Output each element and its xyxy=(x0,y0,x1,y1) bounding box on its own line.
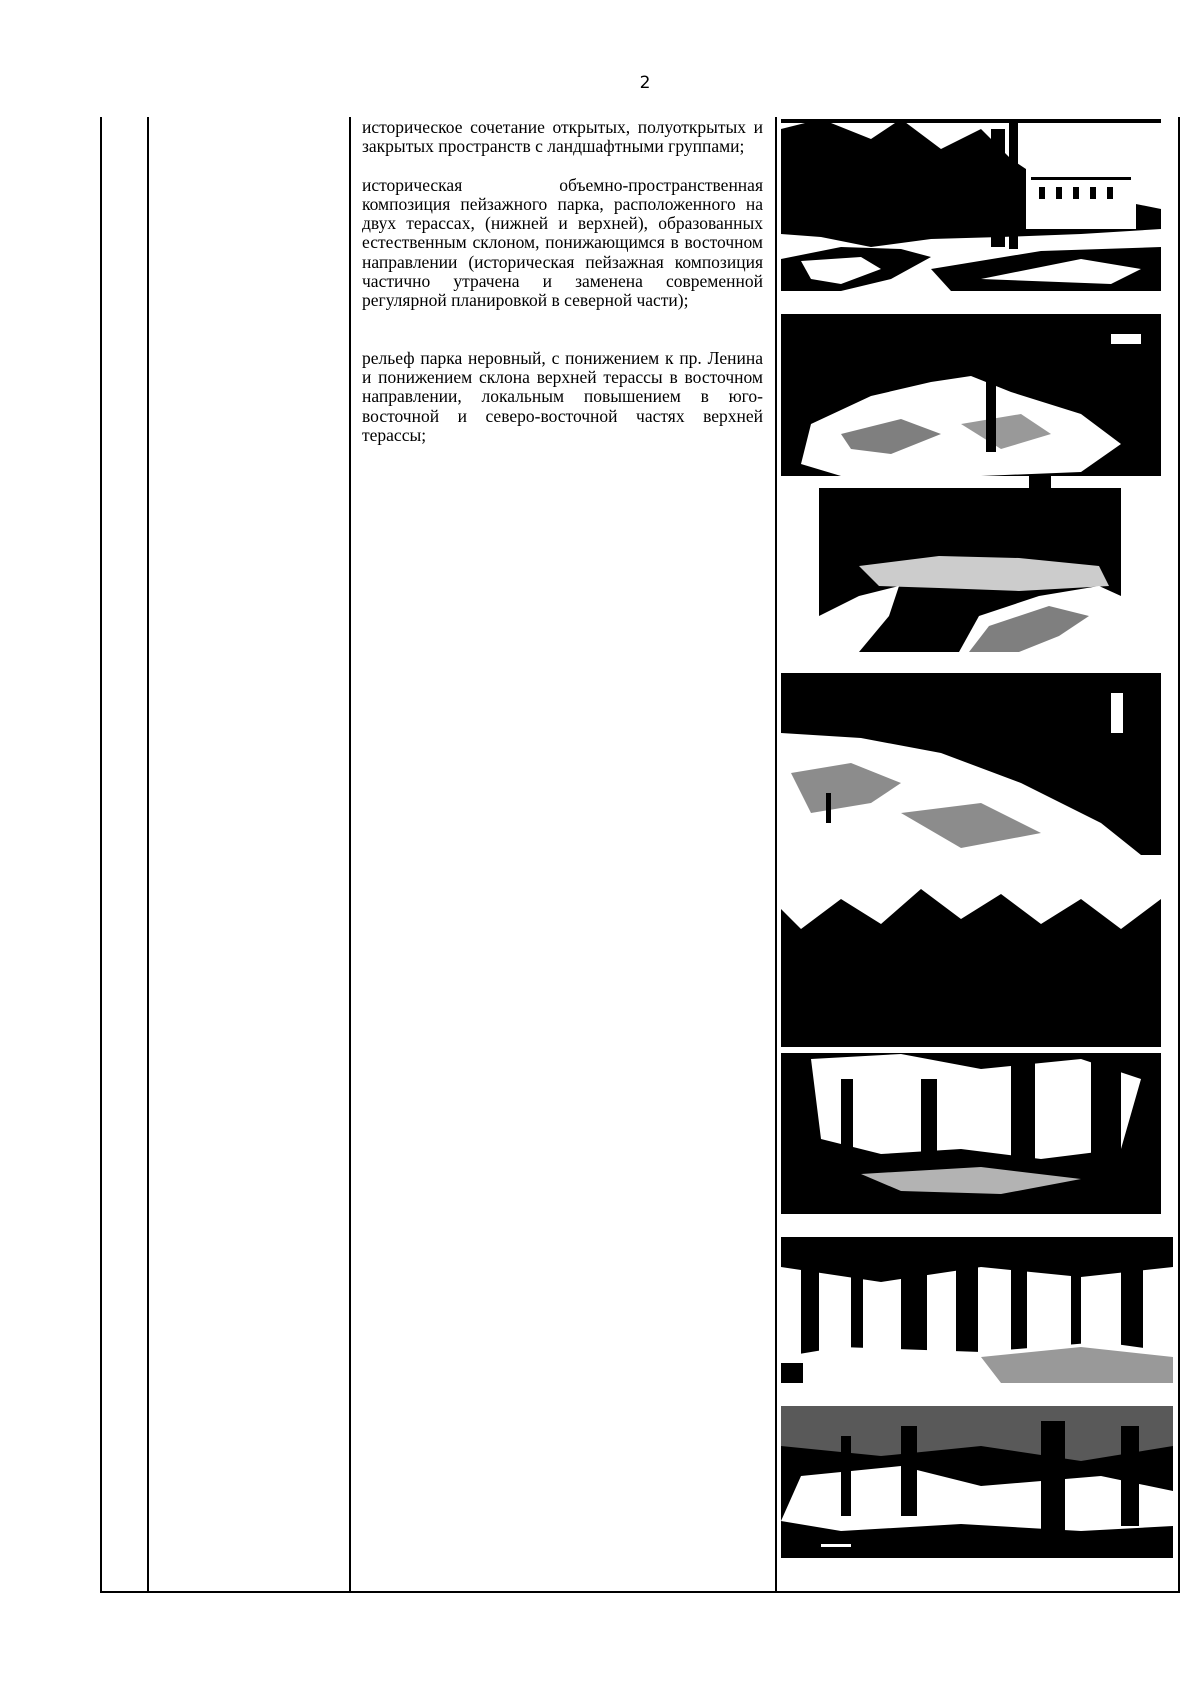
page-number: 2 xyxy=(639,73,651,93)
paragraph-composition: историческая объемно-пространственная композиция пейзажного парка, расположенного на двух терассах, (нижней и верхней), образованных естественным склоном, понижающимся в восточном направлении (историческая пейзажная композиция частично утрачена и заменена современной регулярной планировкой в северной части); xyxy=(362,174,763,311)
photo-park-lawn-with-tree xyxy=(781,314,1161,476)
photo-park-path xyxy=(819,476,1121,652)
photo-park-lawn-slope xyxy=(781,673,1161,855)
paragraph-open-spaces: историческое сочетание открытых, полуоткрытых и закрытых пространств с ландшафтными группами; xyxy=(362,117,763,157)
column-divider xyxy=(349,117,351,1591)
column-divider xyxy=(147,117,149,1591)
photo-park-alley xyxy=(781,1406,1173,1558)
paragraph-relief: рельеф парка неровный, с понижением к пр. Ленина и понижением склона верхней терассы в восточном направлении, локальным повышением в юго-восточной и северо-восточной частях верхней терассы; xyxy=(362,347,763,445)
column-divider xyxy=(775,117,777,1591)
photo-park-with-building xyxy=(781,119,1161,291)
photo-park-trees xyxy=(781,879,1161,1214)
description-cell xyxy=(362,118,763,445)
photo-park-grove xyxy=(781,1237,1173,1383)
